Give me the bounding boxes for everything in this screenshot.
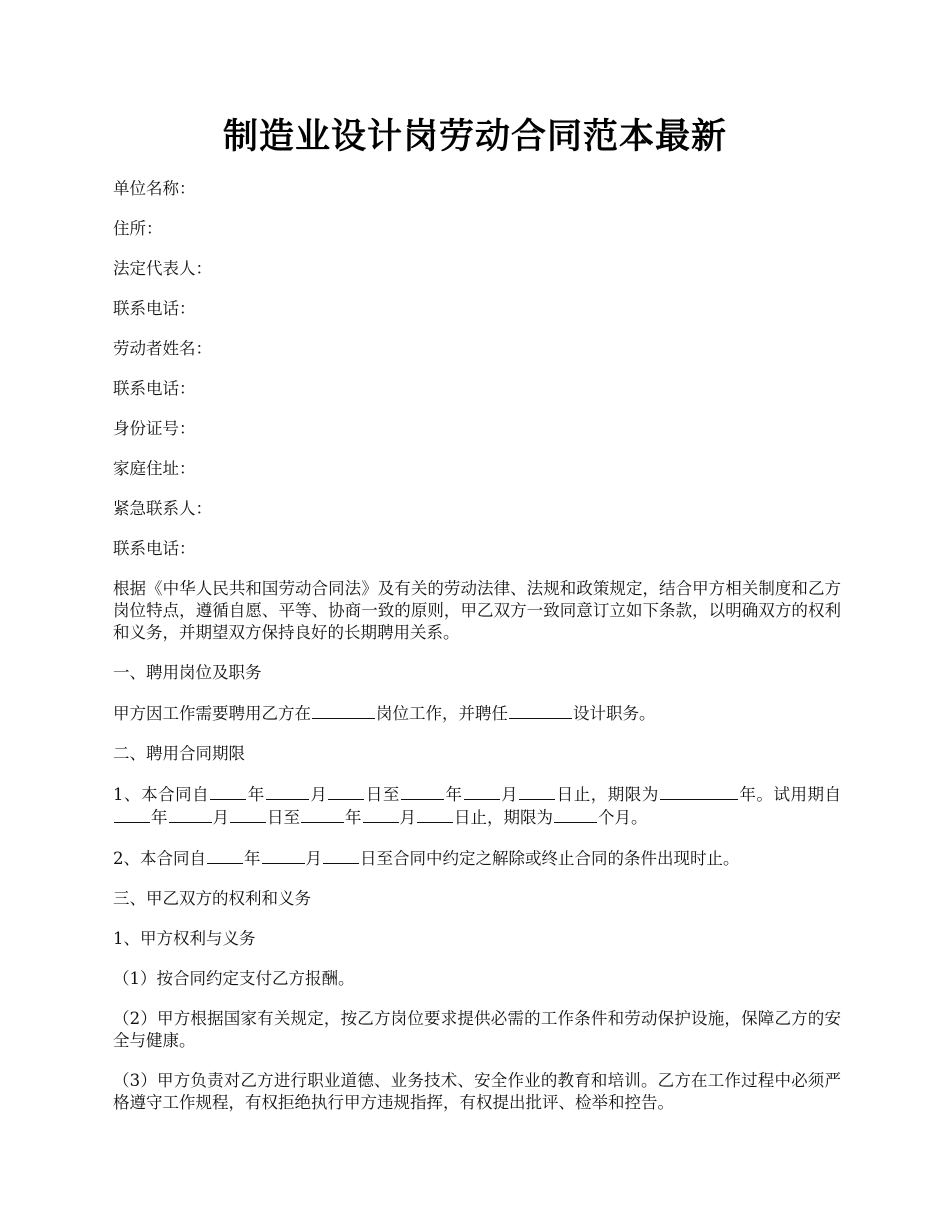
- text-fragment: 年: [244, 849, 261, 868]
- blank-line: [363, 806, 399, 823]
- field-phone-emergency: 联系电话：: [113, 539, 196, 558]
- intro-paragraph: 根据《中华人民共和国劳动合同法》及有关的劳动法律、法规和政策规定，结合甲方相关制度和乙方岗位特点，遵循自愿、平等、协商一致的原则，甲乙双方一致同意订立如下条款，以明确双方的权利和义务，并期望双方保持良好的长期聘用关系。: [113, 579, 841, 642]
- field-home-address: 家庭住址：: [113, 459, 196, 478]
- field-phone-worker: 联系电话：: [113, 379, 196, 398]
- section-2-item-1: [113, 783, 841, 829]
- text-fragment: 1、本合同自: [113, 785, 210, 804]
- text-fragment: 甲方因工作需要聘用乙方在: [113, 704, 311, 723]
- field-unit-name: 单位名称：: [113, 179, 196, 198]
- field-id-number: 身份证号：: [113, 419, 196, 438]
- text-fragment: 日止，期限为: [454, 808, 553, 827]
- text-fragment: 月: [309, 785, 328, 804]
- text-fragment: 日止，期限为: [556, 785, 659, 804]
- section-1-heading: 一、聘用岗位及职务: [113, 663, 262, 682]
- text-fragment: 日至合同中约定之解除或终止合同的条件出现时止。: [360, 849, 740, 868]
- blank-line: [328, 783, 364, 800]
- section-3-item-1: （1）按合同约定支付乙方报酬。: [113, 969, 355, 988]
- text-fragment: 个月。: [598, 808, 648, 827]
- blank-line: [207, 847, 243, 864]
- text-fragment: 年: [444, 785, 463, 804]
- document-body: [113, 178, 841, 1132]
- text-fragment: 月: [305, 849, 322, 868]
- field-address: 住所：: [113, 219, 163, 238]
- text-fragment: 2、本合同自: [113, 849, 206, 868]
- blank-line: [660, 783, 738, 800]
- text-fragment: 设计职务。: [573, 704, 656, 723]
- text-fragment: 月: [500, 785, 519, 804]
- blank-line: [210, 783, 246, 800]
- blank-line: [312, 702, 375, 719]
- text-fragment: 年。试用期自: [738, 785, 842, 804]
- text-fragment: 岗位工作，并聘任: [376, 704, 508, 723]
- field-worker-name: 劳动者姓名：: [113, 339, 212, 358]
- blank-line: [417, 806, 453, 823]
- text-fragment: 年: [345, 808, 362, 827]
- section-2-item-2: [113, 847, 841, 870]
- section-1-text: [113, 702, 841, 725]
- section-3-heading: 三、甲乙双方的权利和义务: [113, 889, 311, 908]
- text-fragment: 年: [247, 785, 265, 804]
- field-emergency-contact: 紧急联系人：: [113, 499, 212, 518]
- text-fragment: 月: [212, 808, 229, 827]
- blank-line: [509, 702, 572, 719]
- blank-line: [169, 806, 212, 823]
- blank-line: [301, 806, 344, 823]
- document-title: 制造业设计岗劳动合同范本最新: [222, 116, 727, 157]
- blank-line: [114, 806, 150, 823]
- section-3-item-2: （2）甲方根据国家有关规定，按乙方岗位要求提供必需的工作条件和劳动保护设施，保障乙方的安全与健康。: [113, 1009, 841, 1050]
- blank-line: [323, 847, 359, 864]
- blank-line: [519, 783, 555, 800]
- blank-line: [262, 847, 305, 864]
- field-phone-employer: 联系电话：: [113, 299, 196, 318]
- text-fragment: 月: [399, 808, 416, 827]
- blank-line: [266, 783, 309, 800]
- text-fragment: 日至: [365, 785, 400, 804]
- text-fragment: 日至: [267, 808, 300, 827]
- section-3-sub-1: 1、甲方权利与义务: [113, 929, 256, 948]
- blank-line: [554, 806, 597, 823]
- blank-line: [401, 783, 444, 800]
- section-3-item-3: （3）甲方负责对乙方进行职业道德、业务技术、安全作业的教育和培训。乙方在工作过程中必须严格遵守工作规程，有权拒绝执行甲方违规指挥，有权提出批评、检举和控告。: [113, 1071, 841, 1112]
- section-2-heading: 二、聘用合同期限: [113, 744, 245, 763]
- field-legal-rep: 法定代表人：: [113, 259, 212, 278]
- blank-line: [230, 806, 266, 823]
- blank-line: [464, 783, 500, 800]
- text-fragment: 年: [151, 808, 168, 827]
